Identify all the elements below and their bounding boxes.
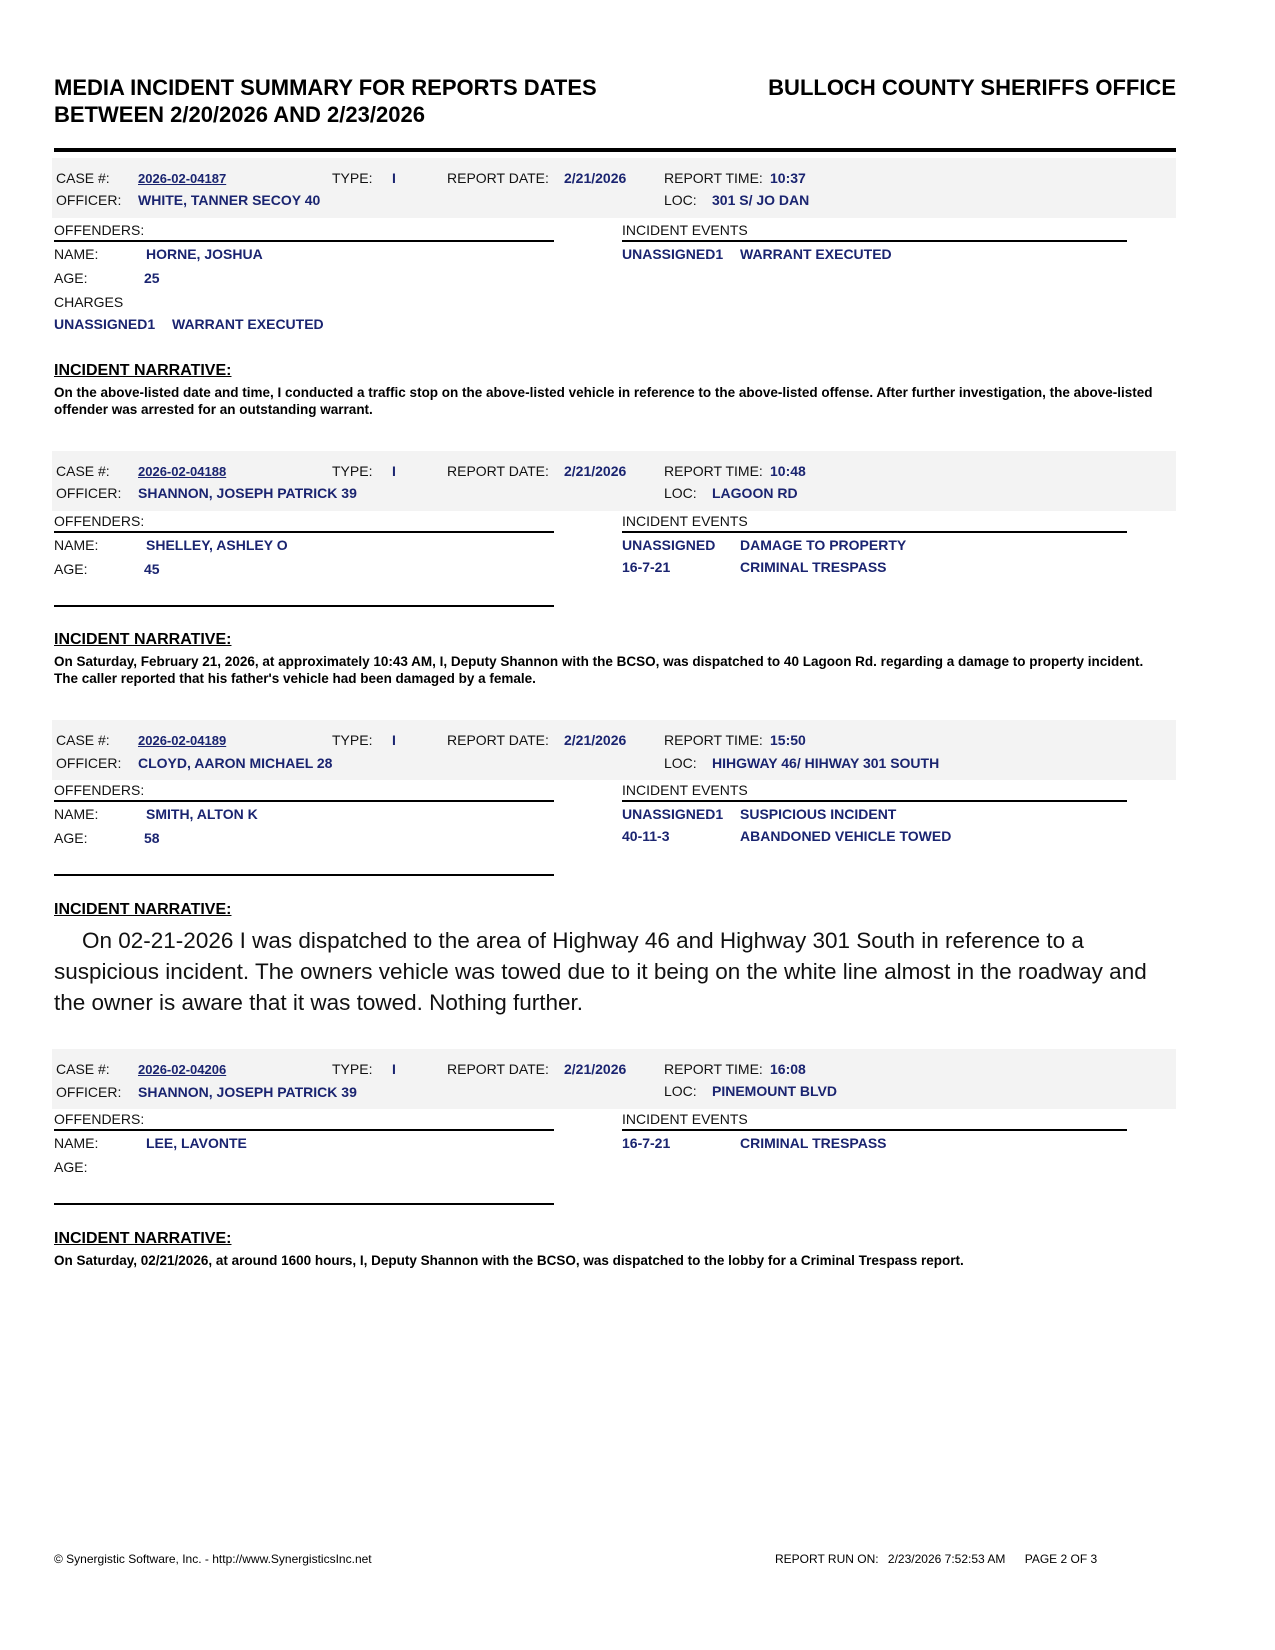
narrative-heading: INCIDENT NARRATIVE: — [54, 362, 232, 379]
offender-name: LEE, LAVONTE — [146, 1135, 247, 1151]
report-run-label: REPORT RUN ON: — [775, 1552, 879, 1566]
offender-end-divider — [54, 605, 554, 607]
incident-events-label: INCIDENT EVENTS — [622, 782, 748, 798]
loc-value: 301 S/ JO DAN — [712, 192, 810, 208]
case-block — [52, 1049, 1176, 1268]
case-summary-band — [52, 720, 1176, 780]
offenders-label: OFFENDERS: — [54, 513, 145, 529]
type-label: TYPE: — [332, 170, 373, 186]
report-time-label: REPORT TIME: — [664, 732, 763, 748]
officer-value: CLOYD, AARON MICHAEL 28 — [138, 755, 333, 771]
case-summary-band — [52, 158, 1176, 218]
report-date-label: REPORT DATE: — [447, 732, 549, 748]
event-code: 16-7-21 — [622, 559, 671, 575]
loc-label: LOC: — [664, 755, 697, 771]
case-summary-band — [52, 1049, 1176, 1109]
event-code: UNASSIGNED1 — [622, 806, 724, 822]
type-label: TYPE: — [332, 463, 373, 479]
loc-value: HIHGWAY 46/ HIHWAY 301 SOUTH — [712, 755, 940, 771]
incident-events-label: INCIDENT EVENTS — [622, 222, 748, 238]
offenders-divider — [54, 800, 554, 802]
loc-value: LAGOON RD — [712, 485, 798, 501]
report-time-value: 15:50 — [770, 732, 806, 748]
narrative-text: On Saturday, February 21, 2026, at approximately 10:43 AM, I, Deputy Shannon with the BCSO, was dispatched to 40 Lagoon Rd. regarding a damage to property incident. The caller reported that his father's vehicle had been damaged by a female. — [54, 654, 1144, 686]
event-description: SUSPICIOUS INCIDENT — [740, 806, 897, 822]
narrative-text: On 02-21-2026 I was dispatched to the area of Highway 46 and Highway 301 South in reference to a suspicious incident. The owners vehicle was towed due to it being on the white line almost in the roadway and the owner is aware that it was towed. Nothing further. — [54, 928, 1147, 1015]
page-header — [54, 74, 1176, 154]
offenders-divider — [54, 1129, 554, 1131]
name-label: NAME: — [54, 806, 99, 822]
incident-events-label: INCIDENT EVENTS — [622, 513, 748, 529]
charge-description: WARRANT EXECUTED — [172, 316, 324, 332]
report-time-value: 10:48 — [770, 463, 806, 479]
name-label: NAME: — [54, 1135, 99, 1151]
report-time-value: 10:37 — [770, 170, 806, 186]
offender-age: 58 — [144, 830, 160, 846]
narrative-heading: INCIDENT NARRATIVE: — [54, 631, 232, 648]
case-number-label: CASE #: — [56, 1061, 110, 1077]
event-code: UNASSIGNED1 — [622, 246, 724, 262]
officer-label: OFFICER: — [56, 1084, 122, 1100]
age-label: AGE: — [54, 270, 88, 286]
event-description: CRIMINAL TRESPASS — [740, 559, 887, 575]
offender-end-divider — [54, 874, 554, 876]
case-number-link[interactable]: 2026-02-04189 — [138, 733, 227, 748]
report-date-label: REPORT DATE: — [447, 1061, 549, 1077]
incident-events-label: INCIDENT EVENTS — [622, 1111, 748, 1127]
footer-copyright: © Synergistic Software, Inc. - http://www.SynergisticsInc.net — [54, 1552, 372, 1566]
age-label: AGE: — [54, 561, 88, 577]
event-description: DAMAGE TO PROPERTY — [740, 537, 907, 553]
officer-label: OFFICER: — [56, 755, 122, 771]
report-date-value: 2/21/2026 — [564, 170, 627, 186]
offender-name: HORNE, JOSHUA — [146, 246, 263, 262]
age-label: AGE: — [54, 1159, 88, 1175]
name-label: NAME: — [54, 246, 99, 262]
case-number-label: CASE #: — [56, 463, 110, 479]
report-date-label: REPORT DATE: — [447, 170, 549, 186]
type-value: I — [392, 170, 396, 186]
report-time-label: REPORT TIME: — [664, 463, 763, 479]
report-time-label: REPORT TIME: — [664, 1061, 763, 1077]
offender-age: 25 — [144, 270, 160, 286]
event-code: 40-11-3 — [622, 828, 670, 844]
event-code: UNASSIGNED — [622, 537, 716, 553]
offender-name: SHELLEY, ASHLEY O — [146, 537, 288, 553]
page-title: MEDIA INCIDENT SUMMARY FOR REPORTS DATES BETWEEN 2/20/2026 AND 2/23/2026 — [54, 75, 597, 127]
case-block — [52, 720, 1176, 1015]
report-time-label: REPORT TIME: — [664, 170, 763, 186]
case-number-link[interactable]: 2026-02-04187 — [138, 171, 227, 186]
narrative-heading: INCIDENT NARRATIVE: — [54, 901, 232, 918]
name-label: NAME: — [54, 537, 99, 553]
case-block — [52, 451, 1176, 686]
report-date-value: 2/21/2026 — [564, 732, 627, 748]
offenders-label: OFFENDERS: — [54, 222, 145, 238]
case-number-label: CASE #: — [56, 170, 110, 186]
loc-value: PINEMOUNT BLVD — [712, 1083, 837, 1099]
case-summary-band — [52, 451, 1176, 511]
offenders-label: OFFENDERS: — [54, 782, 145, 798]
offender-age: 45 — [144, 561, 160, 577]
offender-name: SMITH, ALTON K — [146, 806, 258, 822]
event-description: WARRANT EXECUTED — [740, 246, 892, 262]
incident-events-divider — [622, 1129, 1127, 1131]
loc-label: LOC: — [664, 485, 697, 501]
report-run-value: 2/23/2026 7:52:53 AM — [887, 1552, 1006, 1566]
type-label: TYPE: — [332, 1061, 373, 1077]
report-time-value: 16:08 — [770, 1061, 806, 1077]
case-number-link[interactable]: 2026-02-04206 — [138, 1062, 227, 1077]
event-description: ABANDONED VEHICLE TOWED — [740, 828, 952, 844]
narrative-text: On the above-listed date and time, I conducted a traffic stop on the above-listed vehicle in reference to the above-listed offense. After further investigation, the above-listed offender was arrested for an outstanding warrant. — [54, 385, 1153, 417]
officer-value: SHANNON, JOSEPH PATRICK 39 — [138, 1084, 357, 1100]
type-value: I — [392, 732, 396, 748]
offenders-label: OFFENDERS: — [54, 1111, 145, 1127]
incident-events-divider — [622, 240, 1127, 242]
footer-report-info — [775, 1552, 1097, 1566]
event-description: CRIMINAL TRESPASS — [740, 1135, 887, 1151]
report-date-label: REPORT DATE: — [447, 463, 549, 479]
report-date-value: 2/21/2026 — [564, 1061, 627, 1077]
loc-label: LOC: — [664, 1083, 697, 1099]
narrative-heading: INCIDENT NARRATIVE: — [54, 1230, 232, 1247]
loc-label: LOC: — [664, 192, 697, 208]
header-divider — [54, 148, 1176, 152]
narrative-text: On Saturday, 02/21/2026, at around 1600 hours, I, Deputy Shannon with the BCSO, was dispatched to the lobby for a Criminal Trespass report. — [54, 1253, 964, 1268]
type-label: TYPE: — [332, 732, 373, 748]
charge-code: UNASSIGNED1 — [54, 316, 156, 332]
incident-events-divider — [622, 800, 1127, 802]
type-value: I — [392, 1061, 396, 1077]
officer-label: OFFICER: — [56, 485, 122, 501]
offender-end-divider — [54, 1203, 554, 1205]
charges-label: CHARGES — [54, 294, 124, 310]
offenders-divider — [54, 531, 554, 533]
case-block — [52, 158, 1176, 417]
page-indicator: PAGE 2 OF 3 — [1024, 1552, 1098, 1566]
offenders-divider — [54, 240, 554, 242]
officer-label: OFFICER: — [56, 192, 122, 208]
case-number-label: CASE #: — [56, 732, 110, 748]
age-label: AGE: — [54, 830, 88, 846]
event-code: 16-7-21 — [622, 1135, 671, 1151]
agency-name: BULLOCH COUNTY SHERIFFS OFFICE — [768, 75, 1176, 100]
officer-value: SHANNON, JOSEPH PATRICK 39 — [138, 485, 357, 501]
officer-value: WHITE, TANNER SECOY 40 — [138, 192, 321, 208]
case-number-link[interactable]: 2026-02-04188 — [138, 464, 227, 479]
report-date-value: 2/21/2026 — [564, 463, 627, 479]
incident-events-divider — [622, 531, 1127, 533]
type-value: I — [392, 463, 396, 479]
